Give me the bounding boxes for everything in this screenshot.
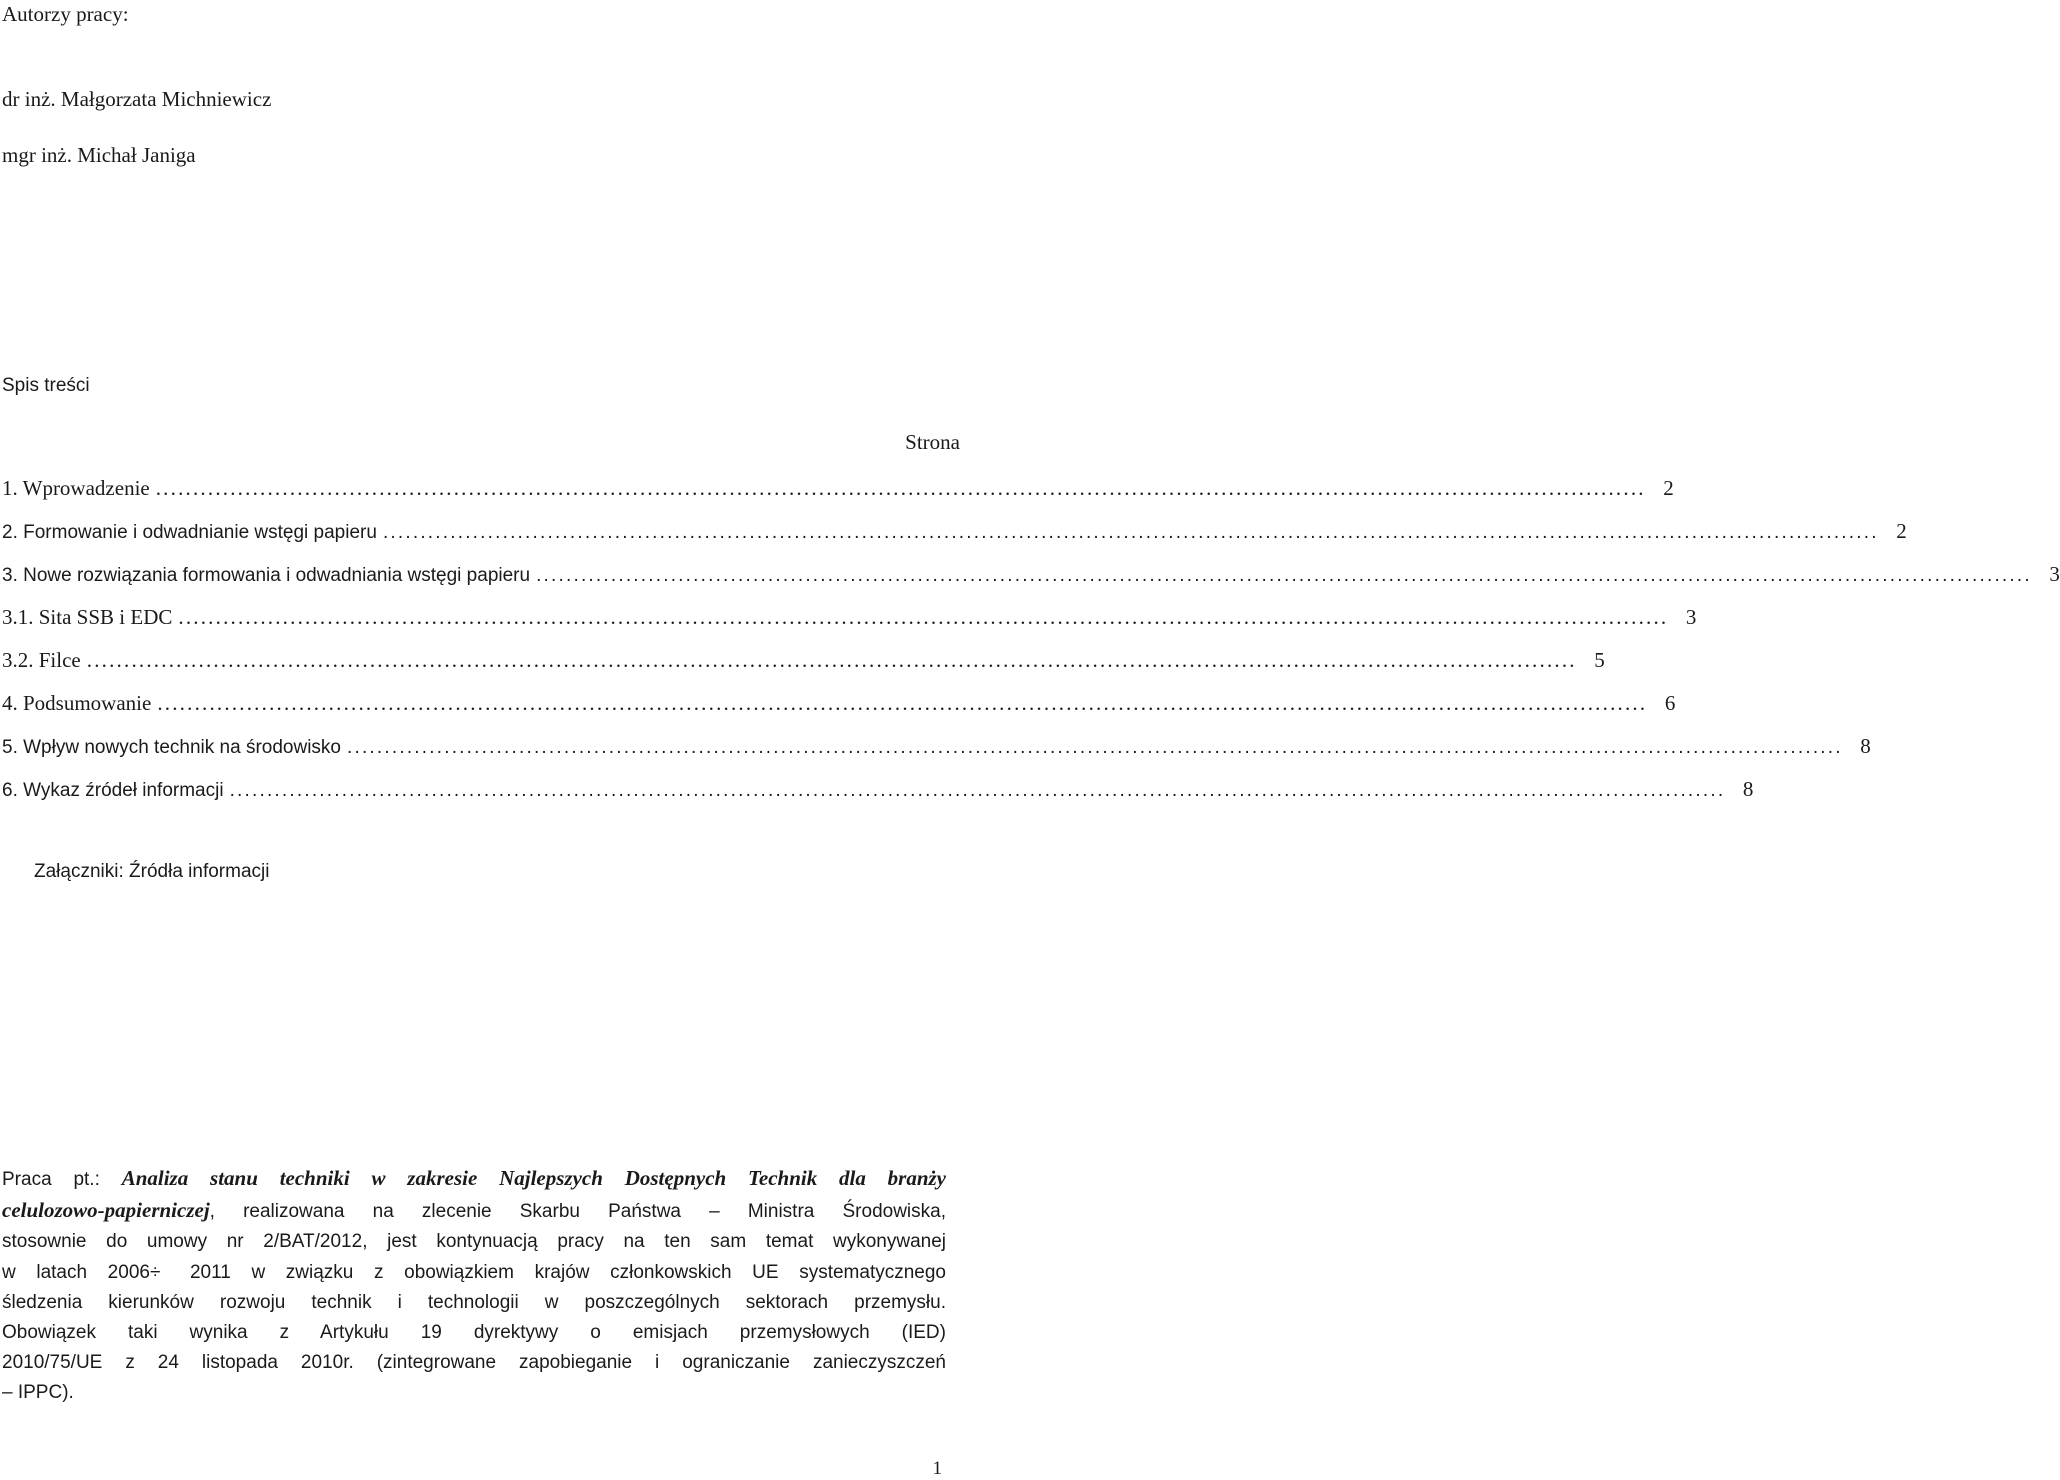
work-title-prefix: Praca pt.: bbox=[2, 1169, 100, 1190]
toc-item-page: 8 bbox=[1860, 734, 1871, 758]
work-title-end: celulozowo-papierniczej bbox=[2, 1198, 210, 1223]
paragraph-line: śledzenia kierunków rozwoju technik i technologii w poszczególnych sektorach przemysłu. bbox=[2, 1291, 946, 1313]
toc-item-page: 2 bbox=[1663, 476, 1674, 500]
toc-item-page: 3 bbox=[1685, 605, 1697, 629]
toc-leader-dots: ........................................................................................................................................................................................................ bbox=[346, 737, 1843, 758]
page-number: 1 bbox=[932, 1458, 942, 1479]
toc-item[interactable] bbox=[2, 691, 1676, 715]
toc-leader-dots: ........................................................................................................................................................................................................ bbox=[178, 605, 1669, 629]
authors-heading: Autorzy pracy: bbox=[2, 2, 129, 26]
toc-title: Spis treści bbox=[2, 375, 90, 396]
toc-leader-dots: ........................................................................................................................................................................................................ bbox=[155, 476, 1646, 500]
toc-item-page: 2 bbox=[1896, 519, 1907, 543]
paragraph-text: 2011 w związku z obowiązkiem krajów członkowskich UE systematycznego bbox=[189, 1261, 946, 1283]
toc-item-label: 3.2. Filce bbox=[2, 648, 81, 672]
toc-item-label: 6. Wykaz źródeł informacji bbox=[2, 780, 224, 801]
author-1: dr inż. Małgorzata Michniewicz bbox=[2, 87, 272, 111]
toc-item[interactable] bbox=[2, 648, 1605, 672]
toc-item-page: 3 bbox=[2049, 562, 2060, 586]
toc-item[interactable] bbox=[2, 777, 1754, 801]
author-2: mgr inż. Michał Janiga bbox=[2, 143, 196, 167]
toc-item-label: 1. Wprowadzenie bbox=[2, 476, 150, 500]
toc-item[interactable] bbox=[2, 562, 2060, 586]
toc-item-page: 8 bbox=[1742, 777, 1754, 801]
range-divide-icon: ÷ bbox=[149, 1261, 161, 1283]
toc-item-label: 3.1. Sita SSB i EDC bbox=[2, 605, 173, 629]
toc-leader-dots: ........................................................................................................................................................................................................ bbox=[536, 565, 2032, 586]
toc-item-page: 6 bbox=[1664, 691, 1676, 715]
paragraph-line bbox=[2, 1195, 946, 1227]
paragraph-line: 2010/75/UE z 24 listopada 2010r. (zintegrowane zapobieganie i ograniczanie zanieczyszczeń bbox=[2, 1352, 946, 1374]
toc-page-header: Strona bbox=[905, 430, 960, 454]
paragraph-line: stosownie do umowy nr 2/BAT/2012, jest kontynuacją pracy na ten sam temat wykonywanej bbox=[2, 1231, 946, 1253]
toc-item-label: 3. Nowe rozwiązania formowania i odwadniania wstęgi papieru bbox=[2, 565, 531, 586]
toc-item-label: 4. Podsumowanie bbox=[2, 691, 152, 715]
paragraph-line bbox=[2, 1258, 946, 1288]
attachments-line: Załączniki: Źródła informacji bbox=[34, 861, 270, 882]
paragraph-line bbox=[2, 1163, 946, 1195]
paragraph-line: – IPPC). bbox=[2, 1382, 74, 1404]
paragraph-text: , realizowana na zlecenie Skarbu Państwa – Ministra Środowiska, bbox=[209, 1201, 946, 1223]
toc-item-page: 5 bbox=[1594, 648, 1605, 672]
toc-item-label: 2. Formowanie i odwadnianie wstęgi papieru bbox=[2, 522, 377, 543]
toc-item-label: 5. Wpływ nowych technik na środowisko bbox=[2, 737, 341, 758]
toc-leader-dots: ........................................................................................................................................................................................................ bbox=[86, 648, 1577, 672]
toc-leader-dots: ........................................................................................................................................................................................................ bbox=[157, 691, 1648, 715]
toc-item[interactable] bbox=[2, 476, 1674, 500]
paragraph-line: Obowiązek taki wynika z Artykułu 19 dyrektywy o emisjach przemysłowych (IED) bbox=[2, 1322, 946, 1344]
toc-leader-dots: ........................................................................................................................................................................................................ bbox=[229, 780, 1726, 801]
toc-item[interactable] bbox=[2, 605, 1697, 629]
description-paragraph bbox=[2, 1163, 946, 1409]
toc-leader-dots: ........................................................................................................................................................................................................ bbox=[382, 522, 1879, 543]
paragraph-text: w latach 2006 bbox=[2, 1261, 150, 1283]
toc-item[interactable] bbox=[2, 734, 1871, 758]
work-title: Analiza stanu techniki w zakresie Najlepszych Dostępnych Technik dla branży bbox=[121, 1166, 946, 1190]
toc-item[interactable] bbox=[2, 519, 1907, 543]
